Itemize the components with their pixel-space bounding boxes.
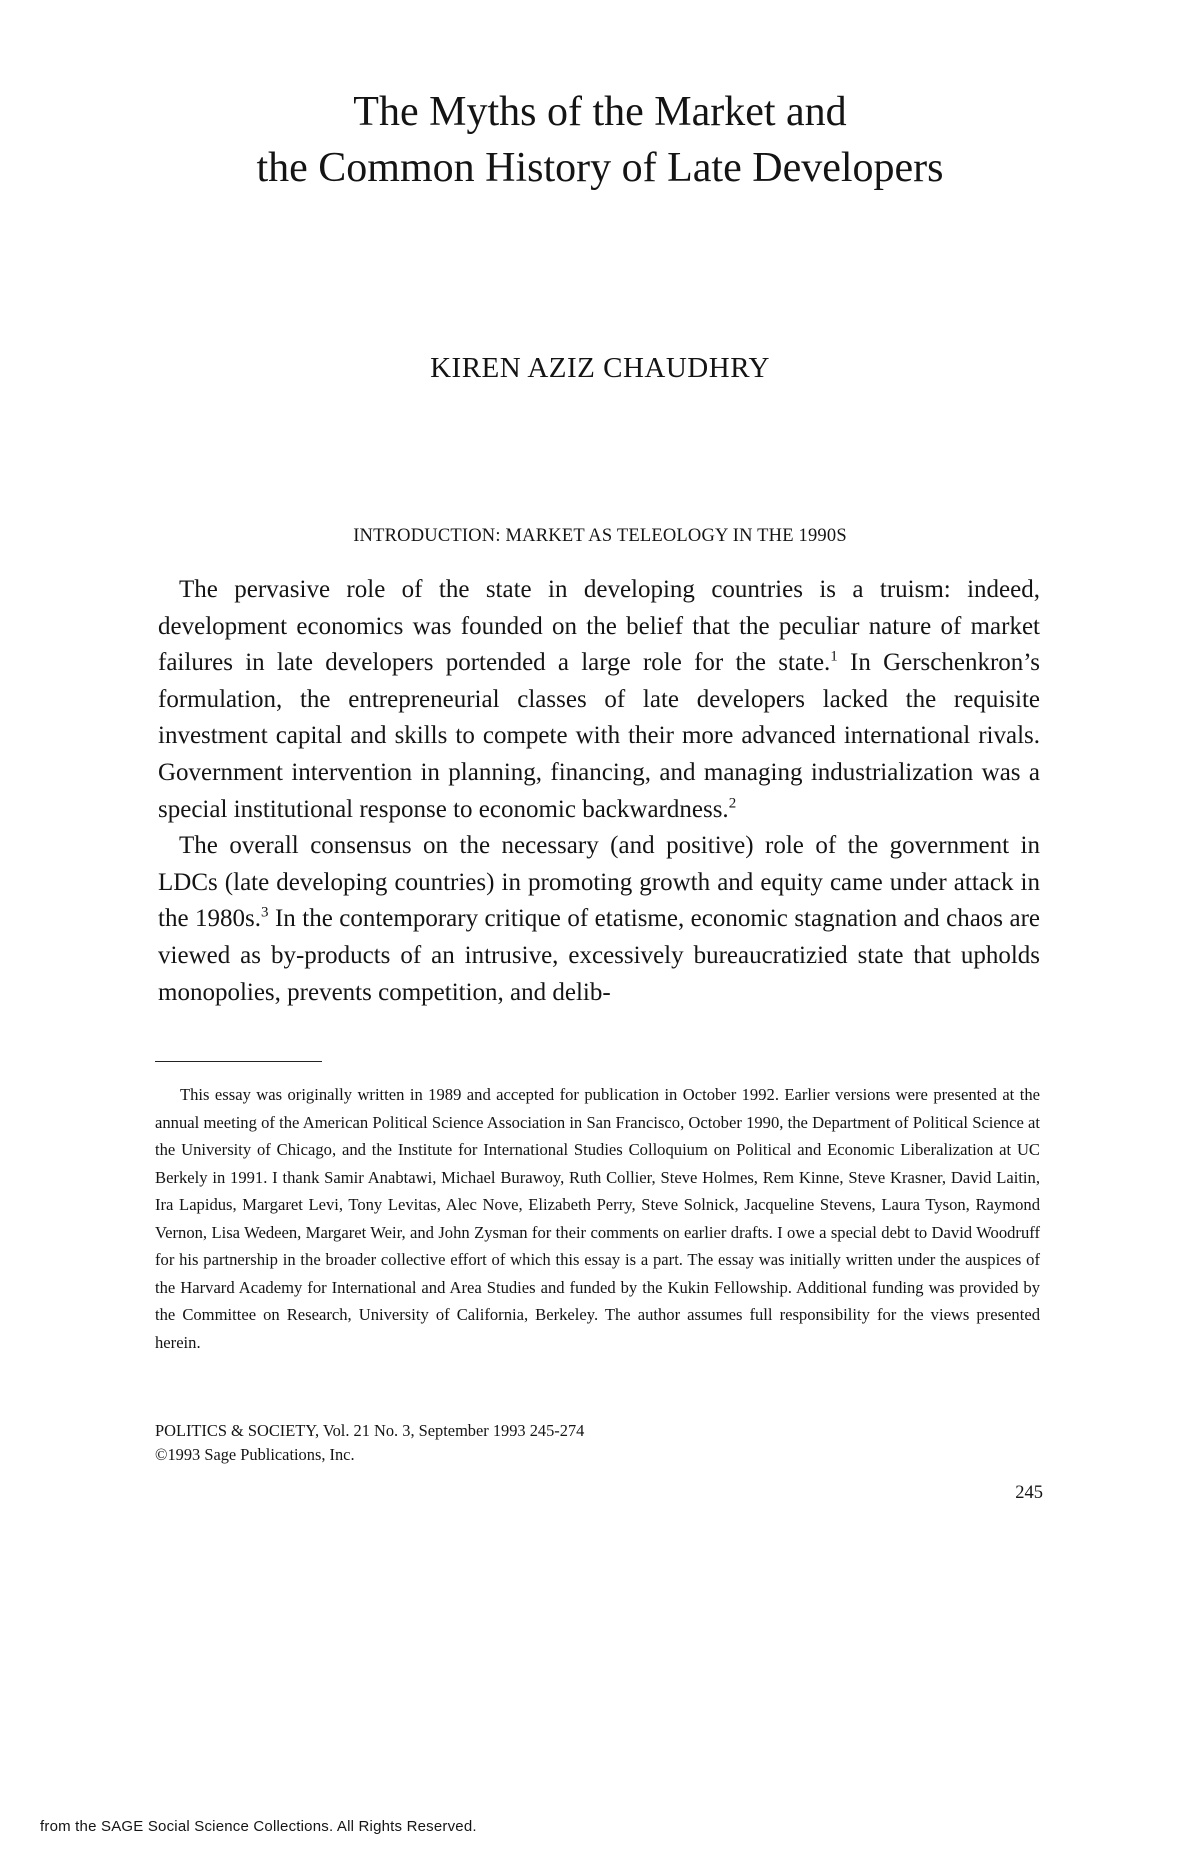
author-name: KIREN AZIZ CHAUDHRY — [430, 352, 770, 384]
footnote-marker-2: 2 — [728, 795, 737, 812]
footnote-marker-3: 3 — [261, 905, 269, 922]
title-line-2: the Common History of Late Developers — [256, 145, 944, 191]
footnote-marker-1: 1 — [830, 648, 838, 665]
paragraph-1 — [158, 572, 1040, 828]
footnote-divider — [155, 1061, 322, 1062]
acknowledgement-footnote: This essay was originally written in 1989 and accepted for publication in October 1992. Earlier versions were presented at the annual meeting of the American Political Science Association in San Francisco, October 1990, the Department of Political Science at the University of Chicago, and the Institute for International Studies Colloquium on Political and Economic Liberalization at UC Berkely in 1991. I thank Samir Anabtawi, Michael Burawoy, Ruth Collier, Steve Holmes, Rem Kinne, Steve Krasner, David Laitin, Ira Lapidus, Margaret Levi, Tony Levitas, Alec Nove, Elizabeth Perry, Steve Solnick, Jacqueline Stevens, Laura Tyson, Raymond Vernon, Lisa Wedeen, Margaret Weir, and John Zysman for their comments on earlier drafts. I owe a special debt to David Woodruff for his partnership in the broader collective effort of which this essay is a part. The essay was initially written under the auspices of the Harvard Academy for International and Area Studies and funded by the Kukin Fellowship. Additional funding was provided by the Committee on Research, University of California, Berkeley. The author assumes full responsibility for the views presented herein. — [155, 1085, 1040, 1352]
journal-citation — [155, 1419, 1040, 1467]
body-text — [158, 572, 1040, 1011]
section-heading: INTRODUCTION: MARKET AS TELEOLOGY IN THE 1990S — [353, 526, 847, 546]
paragraph-2-part-1: The overall consensus on the necessary (and positive) role of the government in LDCs (late developing countries) in promoting growth and equity came under attack in the 1980s. — [158, 832, 1040, 933]
copyright-line: ©1993 Sage Publications, Inc. — [155, 1445, 355, 1464]
article-title — [150, 84, 1050, 196]
paragraph-2 — [158, 828, 1040, 1011]
journal-line: POLITICS & SOCIETY, Vol. 21 No. 3, September 1993 245-274 — [155, 1421, 585, 1440]
page-number: 245 — [1015, 1483, 1043, 1503]
paragraph-1-part-1: The pervasive role of the state in developing countries is a truism: indeed, development economics was founded on the belief that the peculiar nature of market failures in late developers portended a large role for the state. — [158, 576, 1040, 677]
title-line-1: The Myths of the Market and — [353, 89, 847, 135]
paragraph-1-part-2: In Gerschenkron’s formulation, the entrepreneurial classes of late developers lacked the requisite investment capital and skills to compete with their more advanced international rivals. Government intervention in planning, financing, and managing industrialization was a special institutional response to economic backwardness. — [158, 649, 1040, 823]
collection-notice: from the SAGE Social Science Collections. All Rights Reserved. — [40, 1818, 477, 1835]
paragraph-2-part-2: In the contemporary critique of etatisme, economic stagnation and chaos are viewed as by-products of an intrusive, excessively bureaucratizied state that upholds monopolies, prevents competition, and delib- — [158, 905, 1041, 1006]
